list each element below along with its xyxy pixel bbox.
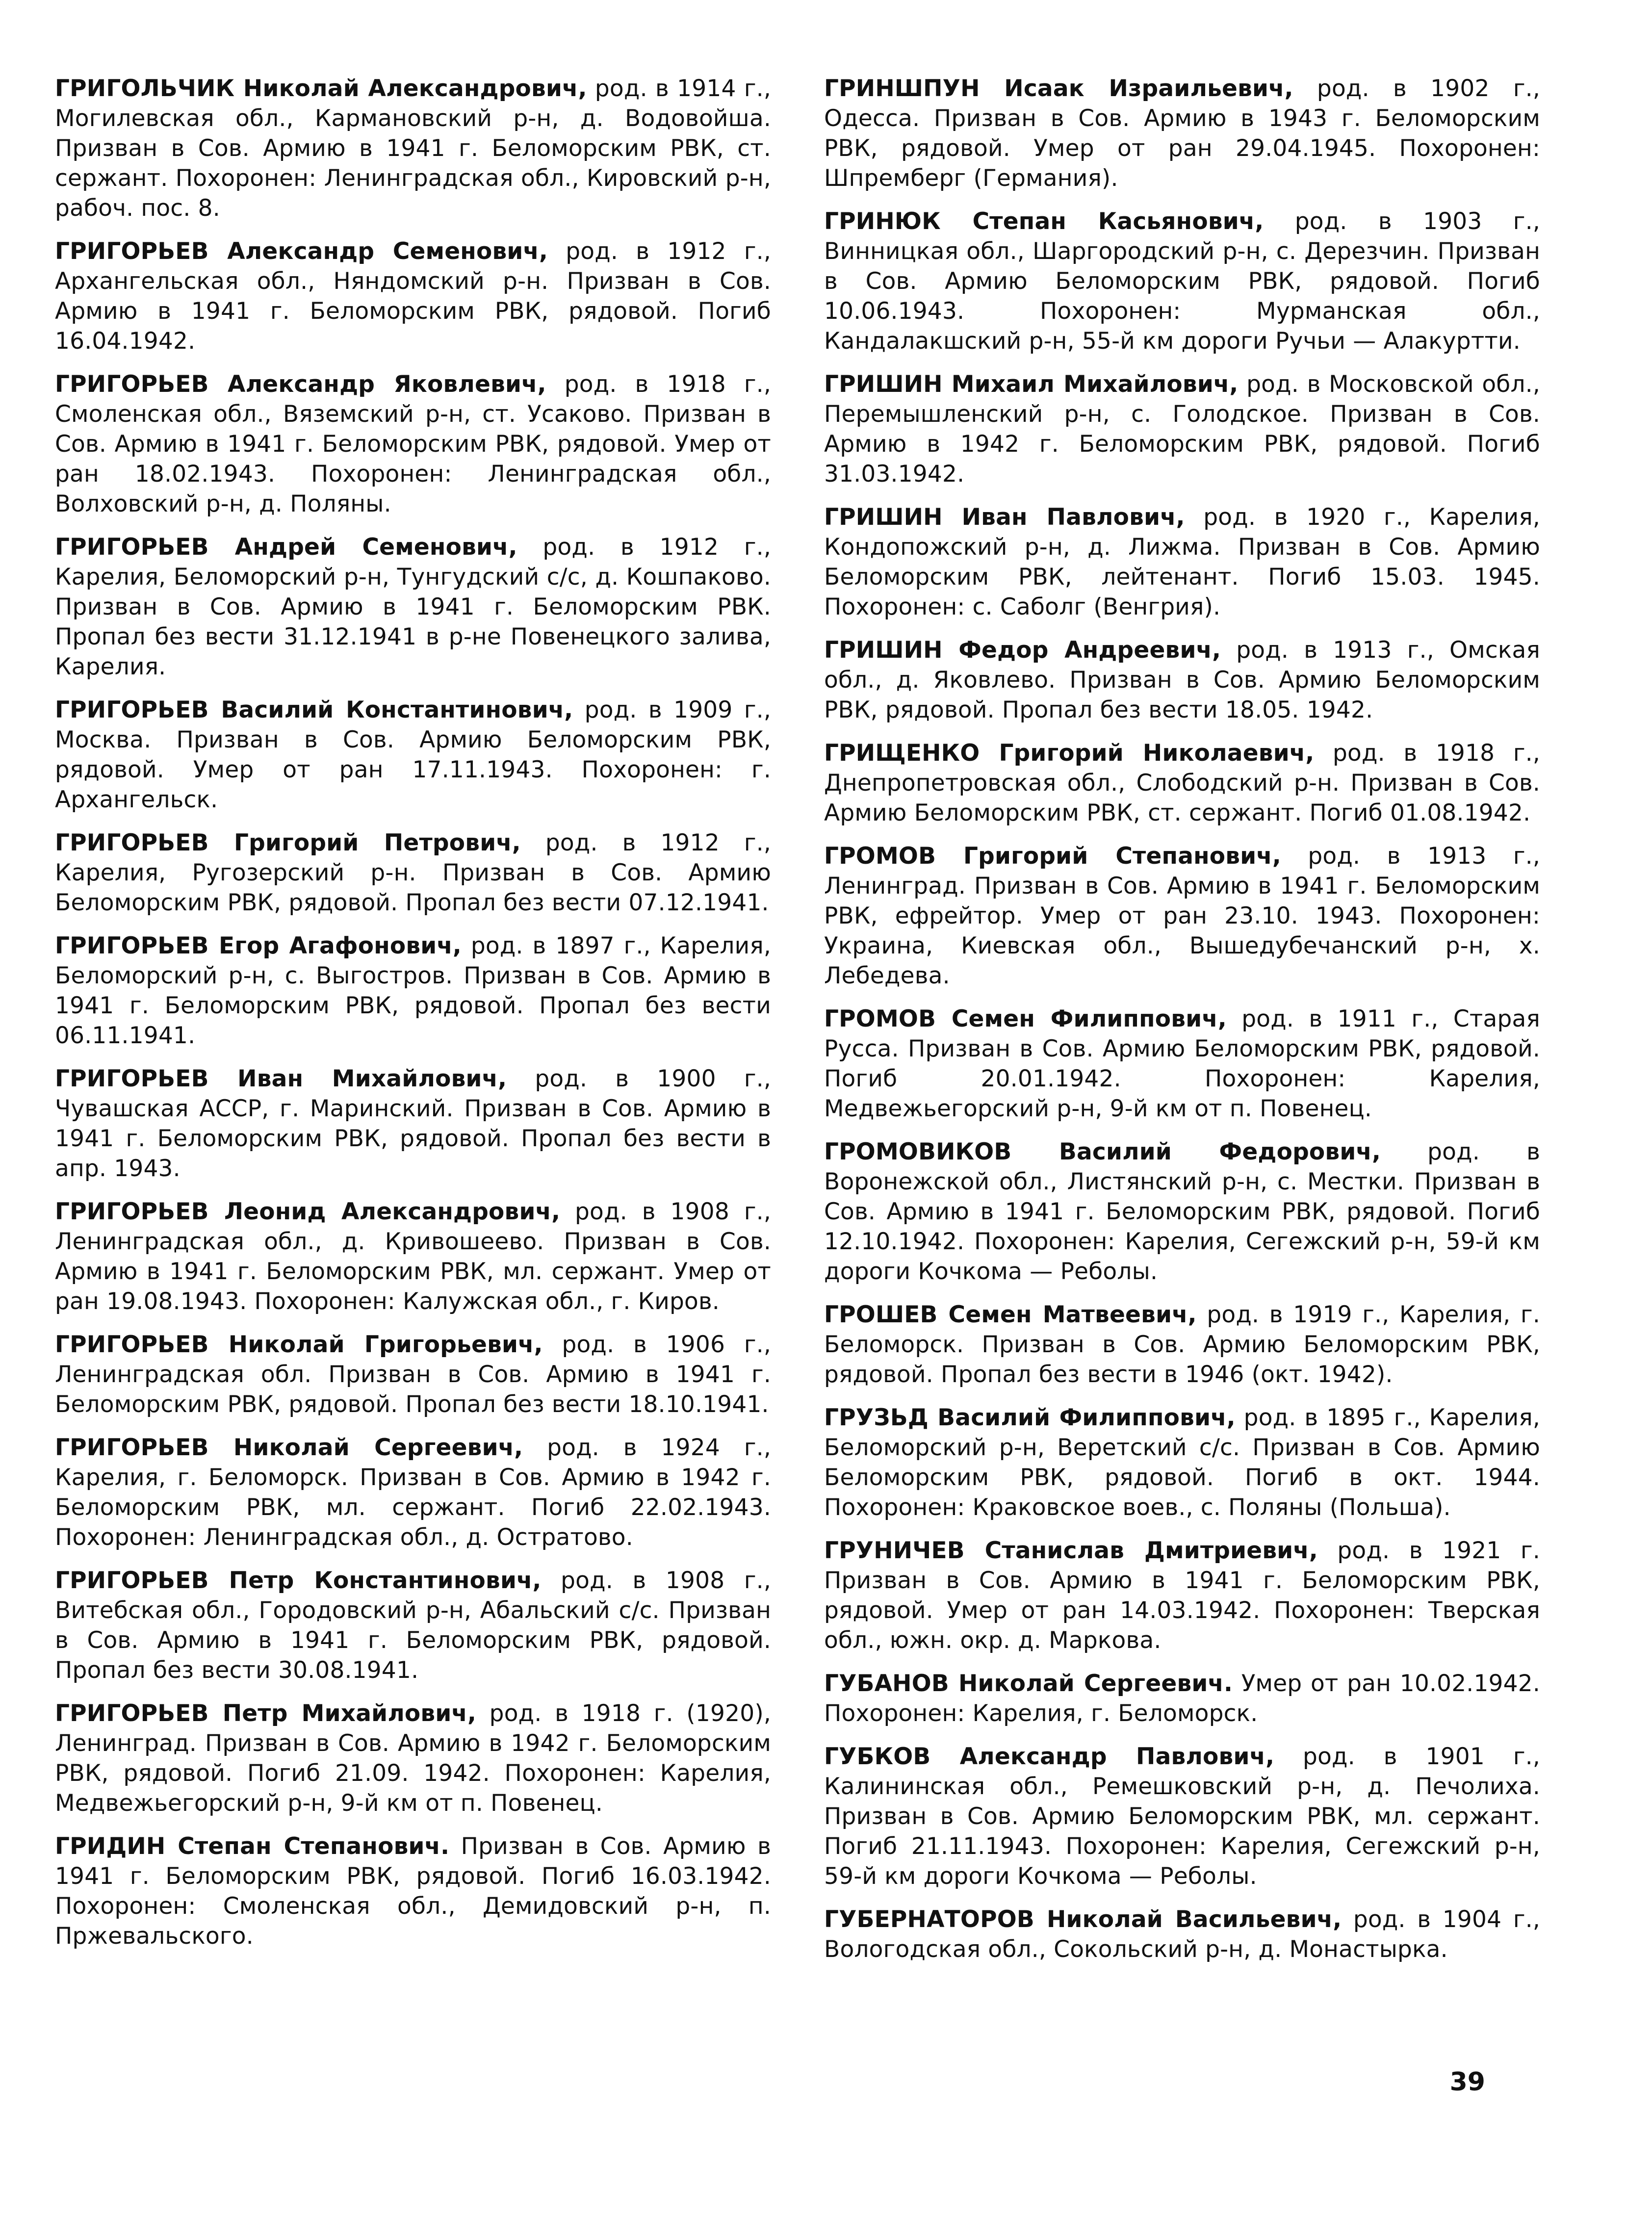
entry-name: ГУБАНОВ Николай Сергеевич. — [824, 1670, 1233, 1697]
entry-grigoriev-ivan — [55, 1064, 771, 1184]
entry-gromovikov-vasilii — [824, 1137, 1540, 1287]
entry-name: ГРИГОРЬЕВ Григорий Петрович, — [55, 829, 521, 856]
entry-text: род. в 1919 г., Карелия, г. Беломорск. Призван в Сов. Армию Беломорским РВК, рядовой. Пропал без вести в 1946 (окт. 1942). — [824, 1301, 1540, 1388]
entry-text: род. в 1903 г., Винницкая обл., Шаргородский р-н, с. Дерезчин. Призван в Сов. Армию Беломорским РВК, рядовой. Погиб 10.06.1943. Похоронен: Мурманская обл., Кандалакшский р-н, 55-й км дороги Ручьи — Алакуртти. — [824, 208, 1540, 355]
entry-text: Умер от ран 10.02.1942. Похоронен: Карелия, г. Беломорск. — [824, 1670, 1540, 1727]
entry-grigoriev-grigorii — [55, 828, 771, 918]
entry-gromov-semen — [824, 1004, 1540, 1124]
entry-grigolchik-nikolai — [55, 74, 771, 223]
entry-text: род. в Воронежской обл., Листянский р-н, с. Местки. Призван в Сов. Армию в 1941 г. Беломорским РВК, рядовой. Погиб 12.10.1942. Похоронен: Карелия, Сегежский р-н, 59-й км дороги Кочкома — Реболы. — [824, 1138, 1540, 1285]
entry-text: род. в 1902 г., Одесса. Призван в Сов. Армию в 1943 г. Беломорским РВК, рядовой. Умер от ран 29.04.1945. Похоронен: Шпремберг (Германия). — [824, 75, 1540, 192]
entry-grishchenko-grigorii — [824, 738, 1540, 828]
entry-grigoriev-aleksandr-ya — [55, 369, 771, 519]
entry-name: ГРИНШПУН Исаак Израильевич, — [824, 75, 1293, 102]
entry-name: ГРУЗЬД Василий Филиппович, — [824, 1404, 1236, 1431]
entry-gubanov-nikolai — [824, 1669, 1540, 1728]
entry-name: ГРИШИН Федор Андреевич, — [824, 637, 1221, 664]
entry-name: ГРИШИН Иван Павлович, — [824, 504, 1185, 531]
entry-text: род. в 1897 г., Карелия, Беломорский р-н, с. Выгостров. Призван в Сов. Армию в 1941 г. Беломорским РВК, рядовой. Пропал без вести 06.11.1941. — [55, 932, 772, 1049]
entry-name: ГРИГОРЬЕВ Василий Константинович, — [55, 696, 573, 723]
entry-gubernatorov-nikolai — [824, 1904, 1540, 1964]
entry-grigoriev-andrei — [55, 532, 771, 682]
entry-name: ГРИНЮК Степан Касьянович, — [824, 208, 1264, 235]
entry-text: род. в 1912 г., Карелия, Беломорский р-н, Тунгудский с/с, д. Кошпаково. Призван в Сов. Армию в 1941 г. Беломорским РВК. Пропал без вести 31.12.1941 в р-не Повенецкого залива, Карелия. — [55, 534, 771, 680]
entry-grinshpun-isaak — [824, 74, 1540, 193]
entry-text: род. в 1913 г., Омская обл., д. Яковлево. Призван в Сов. Армию Беломорским РВК, рядовой. Пропал без вести 18.05. 1942. — [824, 637, 1540, 723]
entry-text: род. в 1906 г., Ленинградская обл. Призван в Сов. Армию в 1941 г. Беломорским РВК, рядовой. Пропал без вести 18.10.1941. — [55, 1331, 771, 1418]
entry-text: род. в 1900 г., Чувашская АССР, г. Маринский. Призван в Сов. Армию в 1941 г. Беломорским РВК, рядовой. Пропал без вести в апр. 1943. — [55, 1065, 772, 1182]
entry-text: род. в 1908 г., Ленинградская обл., д. Кривошеево. Призван в Сов. Армию в 1941 г. Беломорским РВК, мл. сержант. Умер от ран 19.08.1943. Похоронен: Калужская обл., г. Киров. — [55, 1198, 771, 1315]
entry-name: ГРИГОРЬЕВ Николай Григорьевич, — [55, 1331, 543, 1358]
entry-text: род. в 1909 г., Москва. Призван в Сов. Армию Беломорским РВК, рядовой. Умер от ран 17.11.1943. Похоронен: г. Архангельск. — [55, 696, 772, 813]
entry-name: ГРИГОРЬЕВ Александр Семенович, — [55, 238, 548, 265]
page-number: 39 — [1449, 2067, 1485, 2097]
entry-text: род. в 1912 г., Архангельская обл., Няндомский р-н. Призван в Сов. Армию в 1941 г. Беломорским РВК, рядовой. Погиб 16.04.1942. — [55, 238, 771, 355]
entry-text: род. в 1914 г., Могилевская обл., Кармановский р-н, д. Водовойша. Призван в Сов. Армию в 1941 г. Беломорским РВК, ст. сержант. Похоронен: Ленинградская обл., Кировский р-н, рабоч. пос. 8. — [55, 75, 771, 222]
entry-grigoriev-nikolai-g — [55, 1330, 771, 1419]
entry-name: ГРОШЕВ Семен Матвеевич, — [824, 1301, 1197, 1328]
entry-text: род. в 1918 г., Смоленская обл., Вяземский р-н, ст. Усаково. Призван в Сов. Армию в 1941 г. Беломорским РВК, рядовой. Умер от ран 18.02.1943. Похоронен: Ленинградская обл., Волховский р-н, д. Поляны. — [55, 371, 771, 517]
entry-text: род. в 1921 г. Призван в Сов. Армию в 1941 г. Беломорским РВК, рядовой. Умер от ран 14.03.1942. Похоронен: Тверская обл., южн. окр. д. Маркова. — [824, 1537, 1541, 1654]
left-column — [55, 74, 771, 1964]
entry-name: ГРИГОРЬЕВ Александр Яковлевич, — [55, 371, 546, 398]
entry-name: ГРИГОЛЬЧИК Николай Александрович, — [55, 75, 587, 102]
entry-name: ГРИГОРЬЕВ Николай Сергеевич, — [55, 1434, 523, 1461]
entry-name: ГРИШИН Михаил Михайлович, — [824, 371, 1239, 398]
entry-grigoriev-nikolai-s — [55, 1433, 771, 1552]
entry-name: ГРИГОРЬЕВ Леонид Александрович, — [55, 1198, 561, 1225]
entry-gruzd-vasilii — [824, 1403, 1540, 1522]
entry-groshev-semen — [824, 1300, 1540, 1390]
entry-grinyuk-stepan — [824, 206, 1540, 356]
entry-name: ГРИГОРЬЕВ Иван Михайлович, — [55, 1065, 507, 1092]
entry-text: род. в 1924 г., Карелия, г. Беломорск. Призван в Сов. Армию в 1942 г. Беломорским РВК, мл. сержант. Погиб 22.02.1943. Похоронен: Ленинградская обл., д. Остратово. — [55, 1434, 771, 1551]
entry-text: род. в 1920 г., Карелия, Кондопожский р-н, д. Лижма. Призван в Сов. Армию Беломорским РВК, лейтенант. Погиб 15.03. 1945. Похоронен: с. Саболг (Венгрия). — [824, 504, 1540, 620]
entry-grishin-ivan — [824, 502, 1540, 622]
entry-text: род. в 1901 г., Калининская обл., Ремешковский р-н, д. Печолиха. Призван в Сов. Армию Беломорским РВК, мл. сержант. Погиб 21.11.1943. Похоронен: Карелия, Сегежский р-н, 59-й км дороги Кочкома — Реболы. — [824, 1743, 1540, 1890]
entry-grigoriev-aleksandr-s — [55, 236, 771, 356]
entry-name: ГРИГОРЬЕВ Петр Константинович, — [55, 1567, 542, 1594]
entry-text: род. в 1904 г., Вологодская обл., Сокольский р-н, д. Монастырка. — [824, 1906, 1540, 1963]
entry-grigoriev-petr-m — [55, 1698, 771, 1818]
entry-grigoriev-vasilii — [55, 695, 771, 815]
entry-name: ГРИДИН Степан Степанович. — [55, 1833, 450, 1860]
entry-text: род. в 1918 г. (1920), Ленинград. Призван в Сов. Армию в 1942 г. Беломорским РВК, рядовой. Погиб 21.09. 1942. Похоронен: Карелия, Медвежьегорский р-н, 9-й км от п. Повенец. — [55, 1700, 772, 1817]
entry-name: ГРИЩЕНКО Григорий Николаевич, — [824, 740, 1315, 767]
entry-grigoriev-petr-k — [55, 1566, 771, 1685]
entry-text: род. в 1918 г., Днепропетровская обл., Слободский р-н. Призван в Сов. Армию Беломорским РВК, ст. сержант. Погиб 01.08.1942. — [824, 740, 1540, 826]
entry-name: ГРОМОВ Григорий Степанович, — [824, 843, 1281, 870]
entry-gubkov-aleksandr — [824, 1742, 1540, 1891]
entry-grunichev-stanislav — [824, 1536, 1540, 1655]
entry-name: ГРОМОВ Семен Филиппович, — [824, 1005, 1227, 1032]
entry-text: род. в 1895 г., Карелия, Беломорский р-н, Веретский с/с. Призван в Сов. Армию Беломорским РВК, рядовой. Погиб в окт. 1944. Похоронен: Краковское воев., с. Поляны (Польша). — [824, 1404, 1540, 1521]
entry-grigoriev-egor — [55, 931, 771, 1051]
entry-name: ГРИГОРЬЕВ Андрей Семенович, — [55, 534, 517, 561]
entry-name: ГУБЕРНАТОРОВ Николай Васильевич, — [824, 1906, 1342, 1933]
entry-gridin-stepan — [55, 1831, 771, 1951]
entry-text: род. в 1911 г., Старая Русса. Призван в Сов. Армию Беломорским РВК, рядовой. Погиб 20.01.1942. Похоронен: Карелия, Медвежьегорский р-н, 9-й км от п. Повенец. — [824, 1005, 1540, 1122]
entry-grishin-fedor — [824, 635, 1540, 725]
entry-text: род. в 1908 г., Витебская обл., Городовский р-н, Абальский с/с. Призван в Сов. Армию в 1941 г. Беломорским РВК, рядовой. Пропал без вести 30.08.1941. — [55, 1567, 772, 1684]
right-column — [824, 74, 1540, 1978]
entry-name: ГРУНИЧЕВ Станислав Дмитриевич, — [824, 1537, 1318, 1564]
entry-name: ГРОМОВИКОВ Василий Федорович, — [824, 1138, 1381, 1165]
entry-text: род. в Московской обл., Перемышленский р-н, с. Голодское. Призван в Сов. Армию в 1942 г. Беломорским РВК, рядовой. Погиб 31.03.1942. — [824, 371, 1541, 488]
entry-name: ГРИГОРЬЕВ Егор Агафонович, — [55, 932, 462, 959]
entry-text: род. в 1913 г., Ленинград. Призван в Сов. Армию в 1941 г. Беломорским РВК, ефрейтор. Умер от ран 23.10. 1943. Похоронен: Украина, Киевская обл., Вышедубечанский р-н, х. Лебедева. — [824, 843, 1540, 989]
entry-gromov-grigorii — [824, 841, 1540, 991]
entry-grigoriev-leonid — [55, 1197, 771, 1316]
entry-text: Призван в Сов. Армию в 1941 г. Беломорским РВК, рядовой. Погиб 16.03.1942. Похоронен: Смоленская обл., Демидовский р-н, п. Пржевальского. — [55, 1833, 771, 1950]
entry-text: род. в 1912 г., Карелия, Ругозерский р-н. Призван в Сов. Армию Беломорским РВК, рядовой. Пропал без вести 07.12.1941. — [55, 829, 771, 916]
entry-grishin-mikhail — [824, 369, 1540, 489]
entry-name: ГРИГОРЬЕВ Петр Михайлович, — [55, 1700, 477, 1727]
entry-name: ГУБКОВ Александр Павлович, — [824, 1743, 1275, 1770]
